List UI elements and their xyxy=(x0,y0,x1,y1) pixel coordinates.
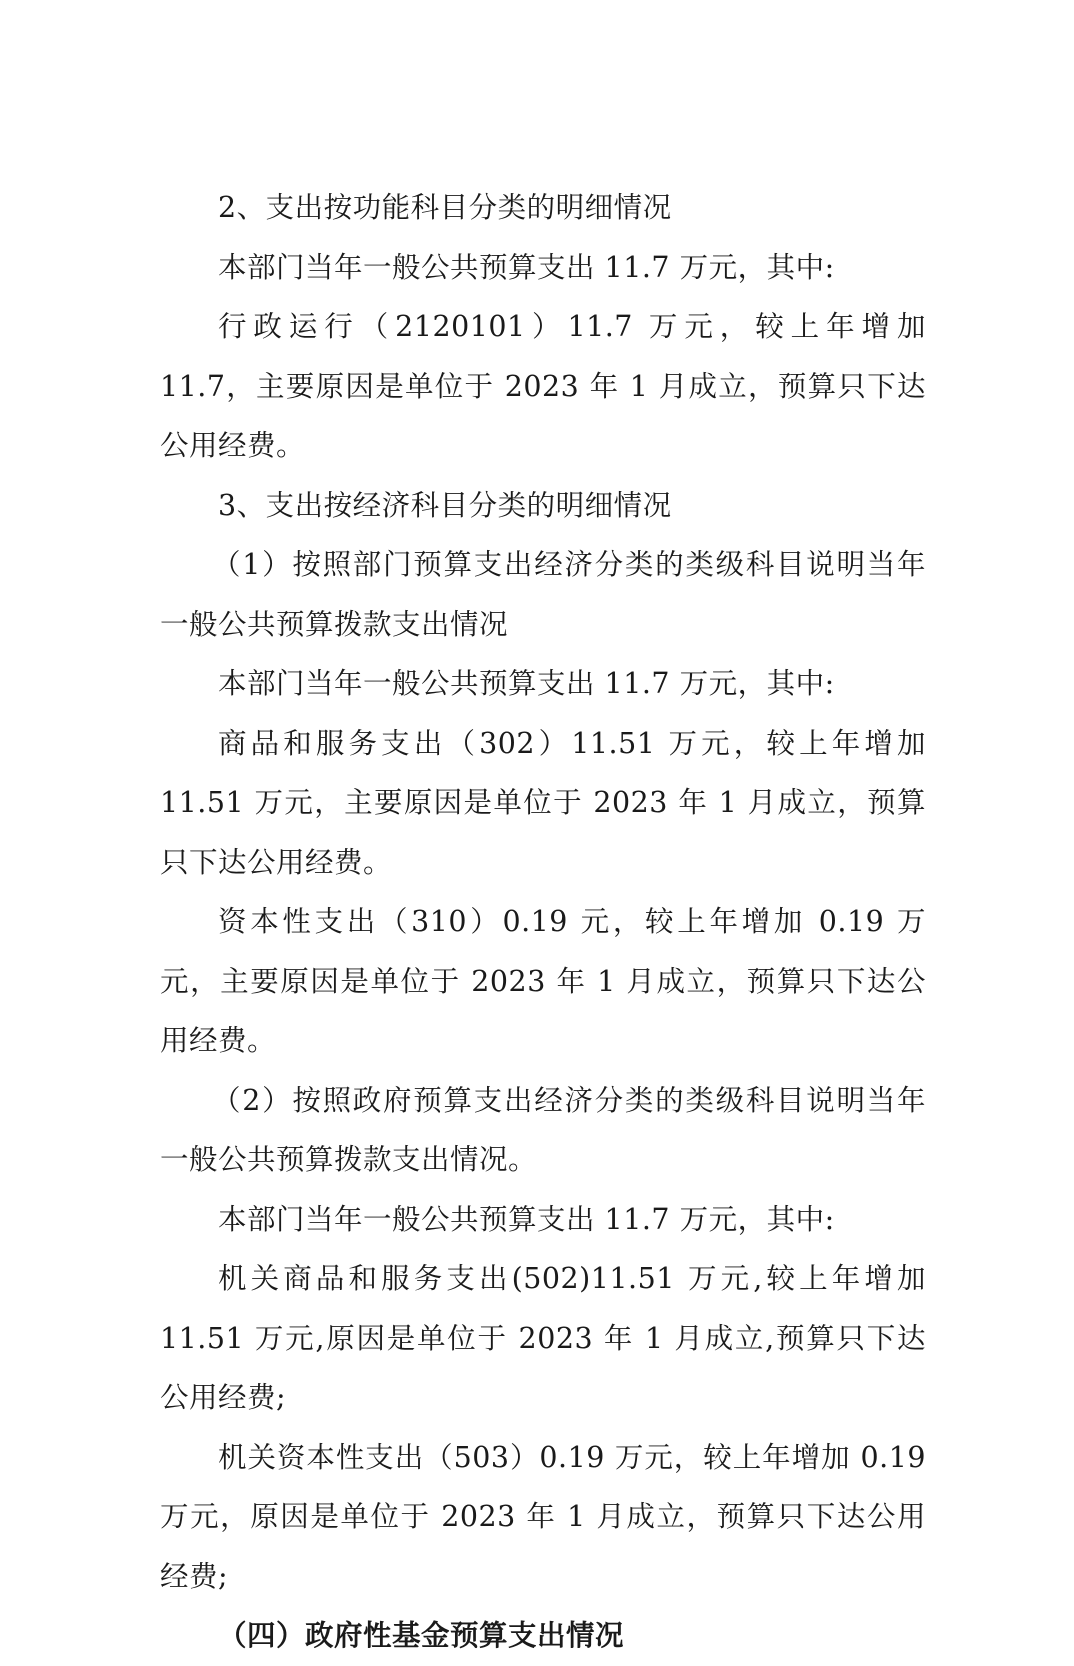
subheading-economic-classification: 3、支出按经济科目分类的明细情况 xyxy=(218,488,672,522)
subheading-government-budget-classification: （2）按照政府预算支出经济分类的类级科目说明当年一般公共预算拨款支出情况。 xyxy=(160,1083,926,1176)
subheading-department-budget-classification: （1）按照部门预算支出经济分类的类级科目说明当年一般公共预算拨款支出情况 xyxy=(160,548,926,641)
section-heading-government-fund: （四）政府性基金预算支出情况 xyxy=(218,1618,625,1652)
paragraph-total-expenditure-1: 本部门当年一般公共预算支出 11.7 万元，其中: xyxy=(218,250,835,284)
paragraph-total-expenditure-3: 本部门当年一般公共预算支出 11.7 万元，其中: xyxy=(218,1202,835,1236)
document-page xyxy=(160,178,926,1666)
paragraph-capital-503: 机关资本性支出（503）0.19 万元，较上年增加 0.19 万元，原因是单位于 2023 年 1 月成立，预算只下达公用经费; xyxy=(160,1440,926,1593)
paragraph-administrative-operation: 行政运行（2120101）11.7 万元，较上年增加 11.7，主要原因是单位于 2023 年 1 月成立，预算只下达公用经费。 xyxy=(160,310,926,462)
subheading-functional-classification: 2、支出按功能科目分类的明细情况 xyxy=(218,191,672,224)
paragraph-goods-services-502: 机关商品和服务支出(502)11.51 万元,较上年增加 11.51 万元,原因是单位于 2023 年 1 月成立,预算只下达公用经费; xyxy=(160,1262,926,1414)
paragraph-capital-310: 资本性支出（310）0.19 元，较上年增加 0.19 万元，主要原因是单位于 2023 年 1 月成立，预算只下达公用经费。 xyxy=(160,905,926,1057)
paragraph-total-expenditure-2: 本部门当年一般公共预算支出 11.7 万元，其中: xyxy=(218,667,835,700)
paragraph-goods-services-302: 商品和服务支出（302）11.51 万元，较上年增加 11.51 万元，主要原因是单位于 2023 年 1 月成立，预算只下达公用经费。 xyxy=(160,726,926,879)
